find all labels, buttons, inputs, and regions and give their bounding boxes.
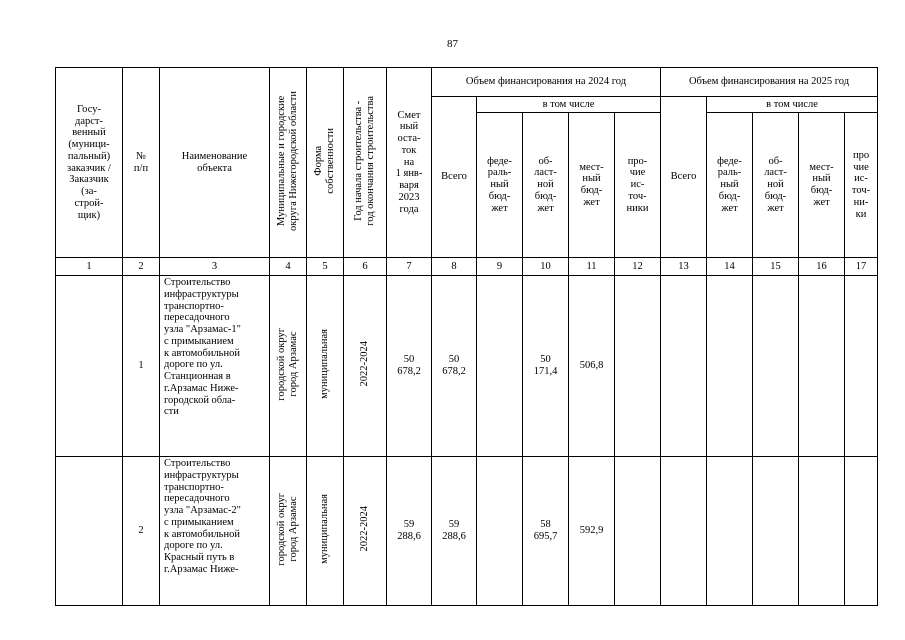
cell-district bbox=[270, 457, 307, 606]
header-ownership bbox=[307, 68, 344, 258]
cell-local-2025 bbox=[799, 276, 845, 457]
column-number: 9 bbox=[477, 258, 523, 276]
cell-object-name-text: Строительство инфраструктуры транспортно- пересадочного узла "Арзамас-2" с примыканием к автомобильной дороге по ул. Красный путь в г.Арзамас Ниже- bbox=[164, 458, 241, 575]
header-including-2024 bbox=[477, 97, 661, 113]
column-number: 7 bbox=[387, 258, 432, 276]
cell-local-2024: 506,8 bbox=[569, 276, 615, 457]
column-number: 16 bbox=[799, 258, 845, 276]
cell-ownership-text: муниципальная bbox=[318, 329, 330, 400]
column-number: 6 bbox=[344, 258, 387, 276]
column-number: 10 bbox=[523, 258, 569, 276]
cell-regional-2025 bbox=[753, 457, 799, 606]
table-row bbox=[56, 457, 878, 606]
cell-regional-2024 bbox=[523, 276, 569, 457]
header-including-2024-text: в том числе bbox=[542, 98, 595, 110]
header-including-2025-text: в том числе bbox=[766, 98, 818, 110]
cell-total-2024 bbox=[432, 276, 477, 457]
header-regional-2024-text: об- ласт- ной бюд- жет bbox=[534, 155, 557, 214]
cell-total-2025 bbox=[661, 457, 707, 606]
cell-total-2025 bbox=[661, 276, 707, 457]
header-other-2025-text: про чие ис- точ- ни- ки bbox=[851, 149, 871, 220]
column-number: 2 bbox=[123, 258, 160, 276]
header-customer-text: Госу- дарст- венный (муници- пальный) заказчик / Заказчик (за- строй- щик) bbox=[67, 103, 111, 221]
header-local-2024-text: мест- ный бюд- жет bbox=[579, 161, 604, 208]
header-total-2025-text: Всего bbox=[670, 171, 697, 183]
header-fin-2024-text: Объем финансирования на 2024 год bbox=[465, 76, 627, 88]
cell-district-text: городской округ город Арзамас bbox=[275, 327, 299, 401]
cell-regional-2024-text: 58 695,7 bbox=[533, 519, 558, 542]
cell-estimate-text: 59 288,6 bbox=[397, 519, 421, 542]
cell-local-2024: 592,9 bbox=[569, 457, 615, 606]
header-total-2024 bbox=[432, 97, 477, 258]
cell-total-2024 bbox=[432, 457, 477, 606]
cell-district-text: городской округ город Арзамас bbox=[275, 492, 299, 566]
cell-federal-2024 bbox=[477, 457, 523, 606]
column-number-row bbox=[56, 258, 878, 276]
cell-federal-2025 bbox=[707, 276, 753, 457]
column-number: 5 bbox=[307, 258, 344, 276]
header-fin-2025 bbox=[661, 68, 878, 97]
header-total-2024-text: Всего bbox=[441, 171, 467, 183]
header-regional-2025 bbox=[753, 113, 799, 258]
page-number: 87 bbox=[447, 38, 458, 50]
header-estimate bbox=[387, 68, 432, 258]
header-federal-2025-text: феде- раль- ный бюд- жет bbox=[717, 155, 742, 214]
header-row-1 bbox=[56, 68, 878, 97]
header-district bbox=[270, 68, 307, 258]
cell-estimate-text: 50 678,2 bbox=[397, 354, 421, 377]
column-number: 3 bbox=[160, 258, 270, 276]
header-num bbox=[123, 68, 160, 258]
header-other-2024-text: про- чие ис- точ- ники bbox=[626, 155, 649, 214]
cell-regional-2025 bbox=[753, 276, 799, 457]
cell-customer bbox=[56, 457, 123, 606]
header-total-2025 bbox=[661, 97, 707, 258]
cell-other-2024 bbox=[615, 276, 661, 457]
header-local-2025 bbox=[799, 113, 845, 258]
header-other-2024 bbox=[615, 113, 661, 258]
cell-years bbox=[344, 457, 387, 606]
column-number: 17 bbox=[845, 258, 878, 276]
column-number: 12 bbox=[615, 258, 661, 276]
cell-federal-2024 bbox=[477, 276, 523, 457]
column-number: 1 bbox=[56, 258, 123, 276]
cell-other-2025 bbox=[845, 276, 878, 457]
cell-federal-2025 bbox=[707, 457, 753, 606]
header-local-2024 bbox=[569, 113, 615, 258]
cell-estimate bbox=[387, 276, 432, 457]
cell-object-name bbox=[160, 276, 270, 457]
cell-ownership bbox=[307, 457, 344, 606]
cell-local-2025 bbox=[799, 457, 845, 606]
cell-other-2024 bbox=[615, 457, 661, 606]
header-including-2025 bbox=[707, 97, 878, 113]
header-federal-2025 bbox=[707, 113, 753, 258]
cell-num: 2 bbox=[123, 457, 160, 606]
cell-years bbox=[344, 276, 387, 457]
cell-regional-2024-text: 50 171,4 bbox=[533, 354, 558, 377]
cell-customer bbox=[56, 276, 123, 457]
header-local-2025-text: мест- ный бюд- жет bbox=[809, 161, 834, 208]
cell-other-2025 bbox=[845, 457, 878, 606]
cell-num: 1 bbox=[123, 276, 160, 457]
column-number: 4 bbox=[270, 258, 307, 276]
cell-regional-2024 bbox=[523, 457, 569, 606]
cell-total-2024-text: 59 288,6 bbox=[442, 519, 466, 542]
header-federal-2024 bbox=[477, 113, 523, 258]
column-number: 13 bbox=[661, 258, 707, 276]
header-ownership-text: Форма собственности bbox=[312, 127, 336, 194]
cell-ownership-text: муниципальная bbox=[318, 494, 330, 565]
cell-district bbox=[270, 276, 307, 457]
header-name bbox=[160, 68, 270, 258]
column-number: 8 bbox=[432, 258, 477, 276]
cell-object-name-text: Строительство инфраструктуры транспортно- пересадочного узла "Арзамас-1" с примыканием к автомобильной дороге по ул. Станционная в г.Арзамас Ниже- городской обла- сти bbox=[164, 277, 241, 418]
cell-ownership bbox=[307, 276, 344, 457]
header-regional-2024 bbox=[523, 113, 569, 258]
table-row bbox=[56, 276, 878, 457]
cell-estimate bbox=[387, 457, 432, 606]
header-estimate-text: Смет ный оста- ток на 1 янв- варя 2023 года bbox=[395, 109, 423, 215]
financing-table bbox=[55, 67, 878, 606]
column-number: 11 bbox=[569, 258, 615, 276]
header-years-text: Год начала строительства - год окончания строительства bbox=[352, 95, 376, 226]
header-other-2025 bbox=[845, 113, 878, 258]
header-fin-2025-text: Объем финансирования на 2025 год bbox=[688, 76, 850, 88]
header-years bbox=[344, 68, 387, 258]
column-number: 14 bbox=[707, 258, 753, 276]
header-num-text: № п/п bbox=[133, 150, 149, 174]
header-federal-2024-text: феде- раль- ный бюд- жет bbox=[487, 155, 512, 214]
cell-years-text: 2022-2024 bbox=[358, 341, 370, 387]
cell-total-2024-text: 50 678,2 bbox=[442, 354, 466, 377]
cell-years-text: 2022-2024 bbox=[358, 506, 370, 552]
header-customer bbox=[56, 68, 123, 258]
column-number: 15 bbox=[753, 258, 799, 276]
cell-object-name bbox=[160, 457, 270, 606]
header-fin-2024 bbox=[432, 68, 661, 97]
header-name-text: Наименование объекта bbox=[181, 150, 248, 174]
header-district-text: Муниципальные и городские округа Нижегородской области bbox=[275, 90, 299, 231]
header-regional-2025-text: об- ласт- ной бюд- жет bbox=[764, 155, 787, 214]
